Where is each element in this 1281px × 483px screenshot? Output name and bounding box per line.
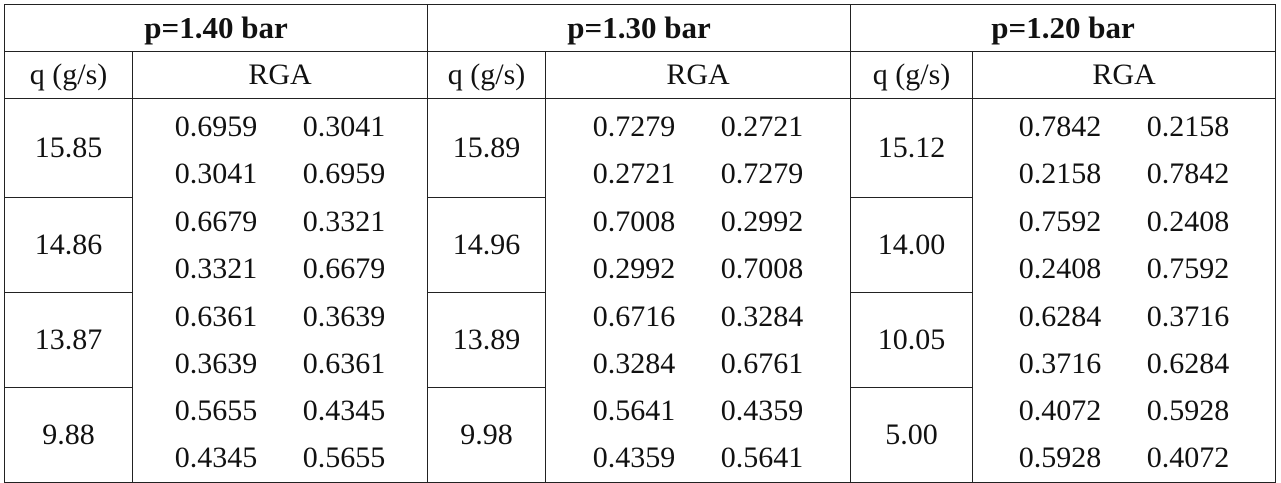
- rga-value: 0.6361: [302, 346, 386, 380]
- flow-rate-cell: 5.00: [851, 387, 973, 482]
- rga-matrix-row: [973, 198, 1275, 245]
- rga-column-header: RGA: [973, 52, 1276, 99]
- rga-value: 0.3041: [174, 157, 258, 190]
- rga-value: 0.3716: [1018, 346, 1102, 380]
- rga-value: 0.7592: [1146, 251, 1230, 285]
- rga-matrix-row: [133, 340, 427, 387]
- rga-table: [4, 4, 1276, 483]
- rga-matrix-row: [546, 245, 850, 292]
- rga-value: 0.6679: [302, 251, 386, 285]
- flow-rate-cell: 14.86: [5, 197, 133, 292]
- flow-rate-cell: 14.00: [851, 197, 973, 292]
- rga-matrix-cell: [973, 197, 1276, 292]
- rga-value: 0.4072: [1146, 441, 1230, 475]
- flow-rate-cell: 9.98: [428, 387, 546, 482]
- rga-value: 0.3716: [1146, 299, 1230, 333]
- rga-value: 0.5928: [1018, 441, 1102, 475]
- flow-rate-cell: 13.87: [5, 292, 133, 387]
- rga-value: 0.7592: [1018, 204, 1102, 238]
- rga-value: 0.2992: [720, 204, 804, 238]
- rga-value: 0.3639: [302, 299, 386, 333]
- table-row: [5, 99, 1276, 198]
- rga-matrix-cell: [546, 99, 851, 198]
- rga-matrix-cell: [546, 292, 851, 387]
- rga-value: 0.4345: [174, 441, 258, 475]
- flow-rate-cell: 10.05: [851, 292, 973, 387]
- rga-matrix-cell: [133, 197, 428, 292]
- rga-matrix-row: [973, 434, 1275, 481]
- rga-matrix-row: [546, 434, 850, 481]
- rga-matrix-row: [133, 293, 427, 340]
- rga-matrix-row: [133, 387, 427, 434]
- rga-value: 0.2721: [592, 157, 676, 190]
- rga-matrix-cell: [546, 197, 851, 292]
- flow-rate-cell: 14.96: [428, 197, 546, 292]
- q-column-header: q (g/s): [5, 52, 133, 99]
- rga-matrix-cell: [546, 387, 851, 482]
- rga-value: 0.2408: [1018, 251, 1102, 285]
- rga-matrix-row: [973, 340, 1275, 387]
- rga-matrix-row: [133, 150, 427, 197]
- rga-value: 0.2408: [1146, 204, 1230, 238]
- rga-matrix-row: [546, 198, 850, 245]
- table-row: [5, 387, 1276, 482]
- rga-value: 0.6284: [1018, 299, 1102, 333]
- rga-value: 0.7279: [592, 110, 676, 143]
- rga-value: 0.7842: [1018, 110, 1102, 143]
- rga-matrix-row: [973, 387, 1275, 434]
- pressure-header: p=1.20 bar: [851, 5, 1276, 52]
- rga-value: 0.2992: [592, 251, 676, 285]
- rga-value: 0.5928: [1146, 394, 1230, 428]
- rga-matrix-cell: [973, 387, 1276, 482]
- rga-value: 0.4072: [1018, 394, 1102, 428]
- rga-value: 0.5641: [592, 394, 676, 428]
- q-column-header: q (g/s): [428, 52, 546, 99]
- rga-value: 0.4359: [592, 441, 676, 475]
- rga-column-header: RGA: [133, 52, 428, 99]
- rga-value: 0.3639: [174, 346, 258, 380]
- rga-value: 0.7008: [592, 204, 676, 238]
- rga-matrix-cell: [133, 387, 428, 482]
- rga-matrix-row: [133, 103, 427, 150]
- rga-value: 0.4345: [302, 394, 386, 428]
- q-column-header: q (g/s): [851, 52, 973, 99]
- rga-value: 0.6959: [302, 157, 386, 190]
- flow-rate-cell: 13.89: [428, 292, 546, 387]
- rga-value: 0.6679: [174, 204, 258, 238]
- column-header-row: [5, 52, 1276, 99]
- rga-matrix-row: [546, 103, 850, 150]
- rga-value: 0.7279: [720, 157, 804, 190]
- rga-value: 0.6959: [174, 110, 258, 143]
- rga-value: 0.6284: [1146, 346, 1230, 380]
- rga-matrix-cell: [973, 99, 1276, 198]
- flow-rate-cell: 15.12: [851, 99, 973, 198]
- rga-matrix-cell: [973, 292, 1276, 387]
- rga-matrix-row: [973, 150, 1275, 197]
- rga-value: 0.2158: [1146, 110, 1230, 143]
- rga-value: 0.7008: [720, 251, 804, 285]
- rga-matrix-row: [546, 150, 850, 197]
- rga-matrix-cell: [133, 99, 428, 198]
- rga-value: 0.3041: [302, 110, 386, 143]
- rga-matrix-row: [973, 245, 1275, 292]
- flow-rate-cell: 9.88: [5, 387, 133, 482]
- flow-rate-cell: 15.89: [428, 99, 546, 198]
- rga-table-container: [4, 4, 1276, 483]
- rga-matrix-row: [546, 340, 850, 387]
- pressure-header-row: [5, 5, 1276, 52]
- rga-value: 0.6716: [592, 299, 676, 333]
- rga-value: 0.3284: [720, 299, 804, 333]
- pressure-header: p=1.30 bar: [428, 5, 851, 52]
- table-row: [5, 197, 1276, 292]
- rga-value: 0.3321: [302, 204, 386, 238]
- rga-matrix-row: [133, 245, 427, 292]
- rga-value: 0.4359: [720, 394, 804, 428]
- rga-value: 0.3321: [174, 251, 258, 285]
- rga-matrix-cell: [133, 292, 428, 387]
- rga-value: 0.5655: [302, 441, 386, 475]
- rga-value: 0.5655: [174, 394, 258, 428]
- rga-matrix-row: [133, 434, 427, 481]
- rga-value: 0.2721: [720, 110, 804, 143]
- flow-rate-cell: 15.85: [5, 99, 133, 198]
- rga-value: 0.6361: [174, 299, 258, 333]
- rga-column-header: RGA: [546, 52, 851, 99]
- rga-value: 0.6761: [720, 346, 804, 380]
- rga-value: 0.7842: [1146, 157, 1230, 190]
- rga-value: 0.5641: [720, 441, 804, 475]
- pressure-header: p=1.40 bar: [5, 5, 428, 52]
- table-row: [5, 292, 1276, 387]
- rga-value: 0.3284: [592, 346, 676, 380]
- rga-value: 0.2158: [1018, 157, 1102, 190]
- rga-matrix-row: [546, 387, 850, 434]
- rga-matrix-row: [973, 103, 1275, 150]
- rga-matrix-row: [133, 198, 427, 245]
- rga-matrix-row: [973, 293, 1275, 340]
- rga-matrix-row: [546, 293, 850, 340]
